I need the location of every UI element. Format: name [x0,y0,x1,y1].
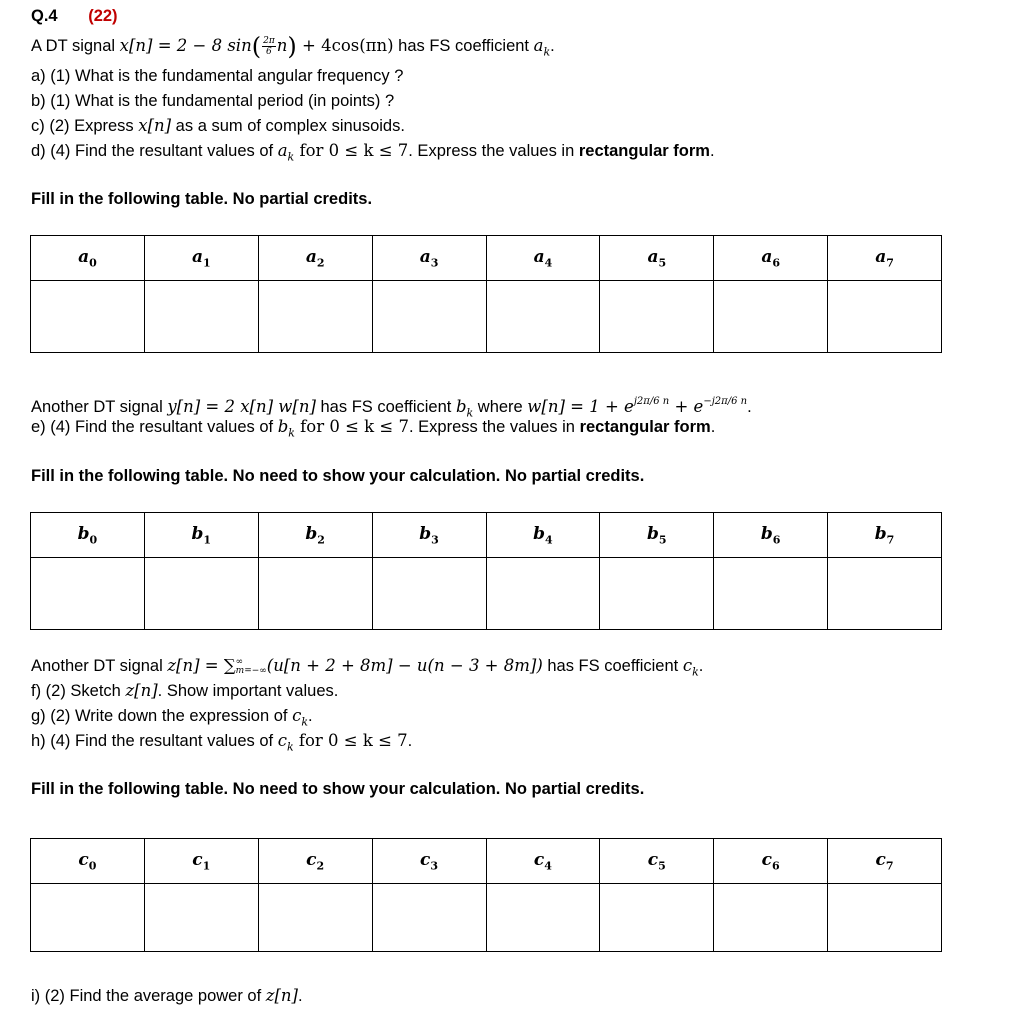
coef-c1: $c_1$ [192,849,211,873]
math-sub: k [301,715,308,729]
math-w: w[n] = 1 + e [527,397,634,416]
frac-den: 6 [266,47,272,58]
math-a: a [533,36,544,55]
header-cell [144,236,258,281]
question-b: b) (1) What is the fundamental period (in points) ? [31,92,395,110]
text: A DT signal [31,37,120,55]
answer-cell-b2[interactable] [258,558,372,630]
table-a-answer-row [31,281,942,353]
coef-b7: $b_7$ [874,523,895,547]
text: has FS coefficient [393,37,534,55]
coef-b5: $b_5$ [647,523,667,547]
math-sub: k [692,665,699,679]
text: h) (4) Find the resultant values of [31,732,278,750]
paren-open: ( [251,32,262,61]
text: e) (4) Find the resultant values of [31,418,278,436]
text: has FS coefficient [315,398,456,416]
header-cell [486,513,600,558]
answer-cell-b5[interactable] [600,558,714,630]
coef-a2: $a_2$ [305,246,325,270]
answer-cell-a4[interactable] [486,281,600,353]
math-x: x[n] = 2 − 8 sin [119,36,252,55]
answer-cell-a6[interactable] [714,281,828,353]
math-exp: j2π/6 n [633,396,670,407]
answer-cell-a0[interactable] [31,281,145,353]
coef-a4: $a_4$ [533,246,553,270]
math-a: a [277,141,288,160]
header-cell [714,236,828,281]
math-c: c [277,731,287,750]
math-y: y[n] = 2 x[n] w[n] [167,397,316,416]
coef-c4: $c_4$ [533,849,552,873]
question-points: (22) [88,7,118,25]
signal-x-definition [31,32,555,62]
header-cell [144,839,258,884]
header-cell [600,513,714,558]
answer-cell-a7[interactable] [828,281,942,353]
answer-cell-b1[interactable] [144,558,258,630]
header-cell [828,513,942,558]
math-range: for 0 ≤ k ≤ 7 [294,417,409,436]
instruction-3: Fill in the following table. No need to show your calculation. No partial credits. [31,780,645,798]
header-cell [600,839,714,884]
sum-upper: ∞ [235,656,244,667]
coef-a6: $a_6$ [761,246,781,270]
math-cos: + 4cos(πn) [296,36,394,55]
instruction-1: Fill in the following table. No partial credits. [31,190,373,208]
answer-cell-b3[interactable] [372,558,486,630]
question-i [31,986,303,1006]
answer-cell-a2[interactable] [258,281,372,353]
header-cell [828,236,942,281]
text: f) (2) Sketch [31,682,126,700]
text: . [297,987,303,1005]
header-cell [31,236,145,281]
header-cell [258,513,372,558]
text: . [698,657,704,675]
text: . [709,142,715,160]
coef-b2: $b_2$ [305,523,325,547]
question-g [31,706,313,732]
header-cell [714,513,828,558]
table-c-answer-row [31,884,942,952]
table-c [30,838,942,952]
math-range: for 0 ≤ k ≤ 7 [293,731,408,750]
answer-cell-a1[interactable] [144,281,258,353]
table-b-header [31,513,942,558]
text: . [550,37,555,55]
coef-c0: $c_0$ [78,849,97,873]
fraction [262,36,276,57]
question-d [31,141,715,167]
instruction-2: Fill in the following table. No need to show your calculation. No partial credits. [31,467,645,485]
text: has FS coefficient [542,657,683,675]
question-number: Q.4 [31,7,58,25]
math-exp: −j2π/6 n [703,396,748,407]
answer-cell-c3[interactable] [372,884,486,952]
answer-cell-a5[interactable] [600,281,714,353]
coef-a0: $a_0$ [78,246,97,270]
answer-cell-c6[interactable] [714,884,828,952]
header-cell [372,236,486,281]
text: . Show important values. [157,682,339,700]
coef-c2: $c_2$ [306,849,325,873]
header-cell [31,513,145,558]
coef-a3: $a_3$ [419,246,439,270]
math-b: b [277,417,289,436]
coef-c6: $c_6$ [761,849,780,873]
coef-a1: $a_1$ [191,246,211,270]
question-header [31,6,118,26]
header-cell [258,839,372,884]
math-sub: k [466,406,474,420]
coef-a7: $a_7$ [875,246,894,270]
math-plus: + e [669,397,704,416]
math-z: z[n] = ∑ [167,656,236,675]
text: . [710,418,716,436]
math-sum-body: (u[n + 2 + 8m] − u(n − 3 + 8m]) [266,656,543,675]
question-a: a) (1) What is the fundamental angular frequency ? [31,67,404,85]
table-c-header [31,839,942,884]
answer-cell-b0[interactable] [31,558,145,630]
answer-cell-c0[interactable] [31,884,145,952]
header-cell [372,839,486,884]
text: where [473,398,528,416]
text: . Express the values in [408,142,579,160]
text-bold: rectangular form [579,418,711,436]
math-c: c [682,656,693,675]
header-cell [828,839,942,884]
coef-c7: $c_7$ [875,849,894,873]
question-f [31,681,338,701]
question-e [31,417,715,443]
header-cell [31,839,145,884]
answer-cell-c4[interactable] [486,884,600,952]
math-sub: k [287,150,295,164]
text: as a sum of complex sinusoids. [171,117,405,135]
coef-b3: $b_3$ [419,523,439,547]
header-cell [258,236,372,281]
math-b: b [455,397,467,416]
answer-cell-c7[interactable] [828,884,942,952]
text-bold: rectangular form [578,142,710,160]
text: d) (4) Find the resultant values of [31,142,278,160]
coef-c3: $c_3$ [420,849,439,873]
text: . [407,732,413,750]
header-cell [600,236,714,281]
signal-z-definition [31,656,703,682]
answer-cell-c1[interactable] [144,884,258,952]
math-n: n [276,36,288,55]
coef-c5: $c_5$ [647,849,666,873]
answer-cell-c2[interactable] [258,884,372,952]
math-z: z[n] [125,681,158,700]
paren-close: ) [287,32,297,61]
answer-cell-b7[interactable] [828,558,942,630]
table-a-header [31,236,942,281]
sum-limits [236,658,267,676]
coef-a5: $a_5$ [647,246,667,270]
text: Another DT signal [31,398,168,416]
text: c) (2) Express [31,117,139,135]
answer-cell-c5[interactable] [600,884,714,952]
header-cell [486,839,600,884]
table-b-answer-row [31,558,942,630]
header-cell [144,513,258,558]
answer-cell-a3[interactable] [372,281,486,353]
math-c: c [292,706,302,725]
math-range: for 0 ≤ k ≤ 7 [294,141,409,160]
coef-b1: $b_1$ [191,523,212,547]
text: g) (2) Write down the expression of [31,707,293,725]
text: . [747,398,752,416]
header-cell [372,513,486,558]
coef-b6: $b_6$ [760,523,781,547]
header-cell [486,236,600,281]
text: . Express the values in [408,418,580,436]
answer-cell-b4[interactable] [486,558,600,630]
question-h [31,731,412,757]
math-sub: k [543,45,551,59]
text: . [307,707,313,725]
sum-lower: m=−∞ [235,665,267,676]
question-c [31,116,405,136]
frac-num: 2π [263,36,275,47]
answer-cell-b6[interactable] [714,558,828,630]
table-a [30,235,942,353]
text: i) (2) Find the average power of [31,987,266,1005]
text: Another DT signal [31,657,168,675]
table-b [30,512,942,630]
coef-b0: $b_0$ [77,523,98,547]
math-sub: k [286,740,294,754]
header-cell [714,839,828,884]
math-z: z[n] [265,986,298,1005]
math-sub: k [288,426,295,440]
math-x: x[n] [138,116,172,135]
coef-b4: $b_4$ [533,523,553,547]
